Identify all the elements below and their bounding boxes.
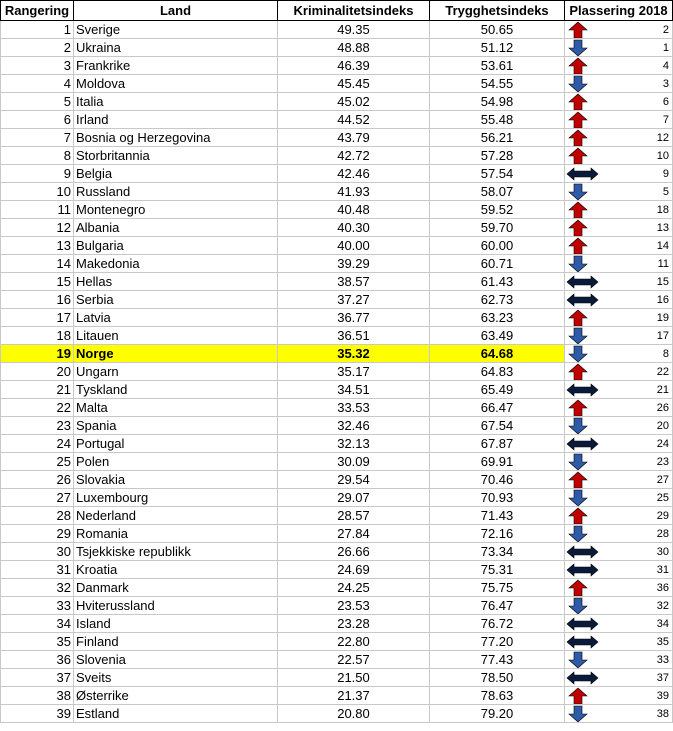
cell-rank[interactable]: 22: [1, 399, 74, 417]
arrow-down-icon: [565, 489, 605, 507]
cell-safety-index[interactable]: 63.49: [430, 327, 565, 345]
header-crime-index[interactable]: Kriminalitetsindeks: [278, 1, 430, 21]
arrow-left-right-icon: [565, 291, 605, 309]
cell-crime-index[interactable]: 42.72: [278, 147, 430, 165]
cell-placement-2018[interactable]: 11: [565, 255, 673, 273]
cell-land[interactable]: Italia: [74, 93, 278, 111]
table-row: [1, 381, 673, 399]
cell-safety-index[interactable]: 76.72: [430, 615, 565, 633]
arrow-up-icon: [565, 579, 605, 597]
cell-safety-index[interactable]: 54.55: [430, 75, 565, 93]
cell-safety-index[interactable]: 50.65: [430, 21, 565, 39]
table-row: [1, 183, 673, 201]
cell-safety-index[interactable]: 64.83: [430, 363, 565, 381]
table-row: [1, 327, 673, 345]
cell-crime-index[interactable]: 34.51: [278, 381, 430, 399]
cell-land[interactable]: Portugal: [74, 435, 278, 453]
cell-safety-index[interactable]: 71.43: [430, 507, 565, 525]
cell-crime-index[interactable]: 23.53: [278, 597, 430, 615]
table-row: [1, 147, 673, 165]
cell-placement-2018[interactable]: 13: [565, 219, 673, 237]
header-placement-2018[interactable]: Plassering 2018: [565, 1, 673, 21]
arrow-up-icon: [565, 201, 605, 219]
cell-crime-index[interactable]: 22.57: [278, 651, 430, 669]
cell-placement-2018[interactable]: 14: [565, 237, 673, 255]
cell-land[interactable]: Polen: [74, 453, 278, 471]
cell-rank[interactable]: 28: [1, 507, 74, 525]
cell-crime-index[interactable]: 24.69: [278, 561, 430, 579]
cell-crime-index[interactable]: 48.88: [278, 39, 430, 57]
arrow-left-right-icon: [565, 669, 605, 687]
cell-land[interactable]: Tyskland: [74, 381, 278, 399]
arrow-left-right-icon: [565, 381, 605, 399]
cell-rank[interactable]: 5: [1, 93, 74, 111]
cell-safety-index[interactable]: 77.20: [430, 633, 565, 651]
cell-land[interactable]: Latvia: [74, 309, 278, 327]
cell-crime-index[interactable]: 44.52: [278, 111, 430, 129]
table-row: [1, 453, 673, 471]
table-row: [1, 309, 673, 327]
cell-placement-2018[interactable]: 23: [565, 453, 673, 471]
cell-placement-2018[interactable]: 12: [565, 129, 673, 147]
table-row: [1, 201, 673, 219]
cell-land[interactable]: Bosnia og Herzegovina: [74, 129, 278, 147]
cell-placement-2018[interactable]: 7: [565, 111, 673, 129]
cell-land[interactable]: Spania: [74, 417, 278, 435]
cell-safety-index[interactable]: 70.93: [430, 489, 565, 507]
cell-rank[interactable]: 29: [1, 525, 74, 543]
table-row: [1, 75, 673, 93]
cell-safety-index[interactable]: 56.21: [430, 129, 565, 147]
cell-land[interactable]: Storbritannia: [74, 147, 278, 165]
cell-safety-index[interactable]: 58.07: [430, 183, 565, 201]
table-row: [1, 633, 673, 651]
cell-placement-2018[interactable]: 26: [565, 399, 673, 417]
table-body: [1, 21, 673, 723]
cell-placement-2018[interactable]: 21: [565, 381, 673, 399]
table-row: [1, 417, 673, 435]
cell-crime-index[interactable]: 45.02: [278, 93, 430, 111]
cell-rank[interactable]: 3: [1, 57, 74, 75]
cell-safety-index[interactable]: 54.98: [430, 93, 565, 111]
cell-land[interactable]: Danmark: [74, 579, 278, 597]
arrow-left-right-icon: [565, 273, 605, 291]
cell-land[interactable]: Russland: [74, 183, 278, 201]
arrow-up-icon: [565, 21, 605, 39]
cell-land[interactable]: Norge: [74, 345, 278, 363]
cell-crime-index[interactable]: 43.79: [278, 129, 430, 147]
arrow-down-icon: [565, 327, 605, 345]
cell-crime-index[interactable]: 39.29: [278, 255, 430, 273]
cell-rank[interactable]: 1: [1, 21, 74, 39]
cell-safety-index[interactable]: 75.31: [430, 561, 565, 579]
cell-land[interactable]: Albania: [74, 219, 278, 237]
arrow-left-right-icon: [565, 561, 605, 579]
cell-crime-index[interactable]: 24.25: [278, 579, 430, 597]
table-row: [1, 273, 673, 291]
cell-safety-index[interactable]: 51.12: [430, 39, 565, 57]
cell-crime-index[interactable]: 21.50: [278, 669, 430, 687]
cell-land[interactable]: Kroatia: [74, 561, 278, 579]
cell-safety-index[interactable]: 72.16: [430, 525, 565, 543]
cell-placement-2018[interactable]: 3: [565, 75, 673, 93]
cell-rank[interactable]: 15: [1, 273, 74, 291]
table-row: [1, 129, 673, 147]
cell-crime-index[interactable]: 35.32: [278, 345, 430, 363]
cell-crime-index[interactable]: 29.07: [278, 489, 430, 507]
table-row: [1, 399, 673, 417]
table-row: [1, 219, 673, 237]
arrow-up-icon: [565, 93, 605, 111]
cell-crime-index[interactable]: 21.37: [278, 687, 430, 705]
table-row: [1, 543, 673, 561]
cell-crime-index[interactable]: 42.46: [278, 165, 430, 183]
cell-placement-2018[interactable]: 24: [565, 435, 673, 453]
arrow-down-icon: [565, 597, 605, 615]
arrow-down-icon: [565, 255, 605, 273]
cell-crime-index[interactable]: 40.30: [278, 219, 430, 237]
table-row: [1, 525, 673, 543]
arrow-up-icon: [565, 111, 605, 129]
table-row: [1, 615, 673, 633]
cell-land[interactable]: Frankrike: [74, 57, 278, 75]
cell-placement-2018[interactable]: 32: [565, 597, 673, 615]
cell-land[interactable]: Slovakia: [74, 471, 278, 489]
cell-land[interactable]: Ungarn: [74, 363, 278, 381]
table-row: [1, 345, 673, 363]
cell-placement-2018[interactable]: 17: [565, 327, 673, 345]
cell-placement-2018[interactable]: 35: [565, 633, 673, 651]
cell-crime-index[interactable]: 29.54: [278, 471, 430, 489]
cell-placement-2018[interactable]: 16: [565, 291, 673, 309]
cell-placement-2018[interactable]: 34: [565, 615, 673, 633]
cell-crime-index[interactable]: 27.84: [278, 525, 430, 543]
cell-crime-index[interactable]: 45.45: [278, 75, 430, 93]
cell-placement-2018[interactable]: 36: [565, 579, 673, 597]
cell-land[interactable]: Tsjekkiske republikk: [74, 543, 278, 561]
cell-safety-index[interactable]: 65.49: [430, 381, 565, 399]
cell-land[interactable]: Serbia: [74, 291, 278, 309]
arrow-up-icon: [565, 399, 605, 417]
table-row: [1, 471, 673, 489]
cell-rank[interactable]: 31: [1, 561, 74, 579]
cell-land[interactable]: Sveits: [74, 669, 278, 687]
arrow-up-icon: [565, 147, 605, 165]
cell-rank[interactable]: 8: [1, 147, 74, 165]
cell-crime-index[interactable]: 33.53: [278, 399, 430, 417]
cell-crime-index[interactable]: 23.28: [278, 615, 430, 633]
cell-rank[interactable]: 34: [1, 615, 74, 633]
arrow-down-icon: [565, 183, 605, 201]
cell-rank[interactable]: 14: [1, 255, 74, 273]
cell-safety-index[interactable]: 78.63: [430, 687, 565, 705]
cell-placement-2018[interactable]: 6: [565, 93, 673, 111]
arrow-down-icon: [565, 651, 605, 669]
cell-land[interactable]: Hellas: [74, 273, 278, 291]
cell-crime-index[interactable]: 40.00: [278, 237, 430, 255]
cell-land[interactable]: Estland: [74, 705, 278, 723]
cell-land[interactable]: Sverige: [74, 21, 278, 39]
cell-safety-index[interactable]: 67.54: [430, 417, 565, 435]
table-row: [1, 111, 673, 129]
cell-land[interactable]: Irland: [74, 111, 278, 129]
cell-land[interactable]: Nederland: [74, 507, 278, 525]
cell-rank[interactable]: 39: [1, 705, 74, 723]
cell-placement-2018[interactable]: 8: [565, 345, 673, 363]
arrow-down-icon: [565, 453, 605, 471]
cell-land[interactable]: Malta: [74, 399, 278, 417]
cell-placement-2018[interactable]: 4: [565, 57, 673, 75]
arrow-left-right-icon: [565, 543, 605, 561]
arrow-left-right-icon: [565, 435, 605, 453]
cell-safety-index[interactable]: 73.34: [430, 543, 565, 561]
cell-rank[interactable]: 19: [1, 345, 74, 363]
cell-land[interactable]: Litauen: [74, 327, 278, 345]
arrow-down-icon: [565, 39, 605, 57]
cell-placement-2018[interactable]: 27: [565, 471, 673, 489]
cell-placement-2018[interactable]: 22: [565, 363, 673, 381]
cell-placement-2018[interactable]: 20: [565, 417, 673, 435]
arrow-up-icon: [565, 471, 605, 489]
arrow-up-icon: [565, 309, 605, 327]
cell-safety-index[interactable]: 64.68: [430, 345, 565, 363]
table-row: [1, 237, 673, 255]
cell-crime-index[interactable]: 28.57: [278, 507, 430, 525]
arrow-down-icon: [565, 705, 605, 723]
cell-safety-index[interactable]: 78.50: [430, 669, 565, 687]
cell-placement-2018[interactable]: 1: [565, 39, 673, 57]
header-rank[interactable]: Rangering: [1, 1, 74, 21]
cell-placement-2018[interactable]: 10: [565, 147, 673, 165]
cell-safety-index[interactable]: 77.43: [430, 651, 565, 669]
arrow-up-icon: [565, 687, 605, 705]
cell-placement-2018[interactable]: 18: [565, 201, 673, 219]
cell-rank[interactable]: 11: [1, 201, 74, 219]
cell-placement-2018[interactable]: 37: [565, 669, 673, 687]
header-land[interactable]: Land: [74, 1, 278, 21]
table-row: [1, 255, 673, 273]
arrow-up-icon: [565, 237, 605, 255]
cell-land[interactable]: Ukraina: [74, 39, 278, 57]
arrow-up-icon: [565, 57, 605, 75]
cell-rank[interactable]: 37: [1, 669, 74, 687]
cell-crime-index[interactable]: 37.27: [278, 291, 430, 309]
cell-land[interactable]: Romania: [74, 525, 278, 543]
cell-rank[interactable]: 12: [1, 219, 74, 237]
cell-placement-2018[interactable]: 28: [565, 525, 673, 543]
cell-safety-index[interactable]: 59.52: [430, 201, 565, 219]
cell-rank[interactable]: 17: [1, 309, 74, 327]
cell-safety-index[interactable]: 66.47: [430, 399, 565, 417]
cell-safety-index[interactable]: 61.43: [430, 273, 565, 291]
arrow-down-icon: [565, 417, 605, 435]
arrow-down-icon: [565, 525, 605, 543]
table-row: [1, 291, 673, 309]
cell-placement-2018[interactable]: 30: [565, 543, 673, 561]
arrow-up-icon: [565, 363, 605, 381]
cell-placement-2018[interactable]: 15: [565, 273, 673, 291]
cell-land[interactable]: Makedonia: [74, 255, 278, 273]
cell-crime-index[interactable]: 32.46: [278, 417, 430, 435]
cell-safety-index[interactable]: 79.20: [430, 705, 565, 723]
cell-placement-2018[interactable]: 39: [565, 687, 673, 705]
cell-rank[interactable]: 32: [1, 579, 74, 597]
table-row: [1, 579, 673, 597]
cell-rank[interactable]: 24: [1, 435, 74, 453]
cell-rank[interactable]: 6: [1, 111, 74, 129]
cell-rank[interactable]: 23: [1, 417, 74, 435]
table-row: [1, 669, 673, 687]
cell-safety-index[interactable]: 67.87: [430, 435, 565, 453]
cell-land[interactable]: Østerrike: [74, 687, 278, 705]
cell-land[interactable]: Slovenia: [74, 651, 278, 669]
cell-crime-index[interactable]: 36.77: [278, 309, 430, 327]
cell-safety-index[interactable]: 75.75: [430, 579, 565, 597]
cell-rank[interactable]: 21: [1, 381, 74, 399]
cell-placement-2018[interactable]: 38: [565, 705, 673, 723]
table-row: [1, 705, 673, 723]
table-row: [1, 363, 673, 381]
cell-land[interactable]: Luxembourg: [74, 489, 278, 507]
cell-land[interactable]: Moldova: [74, 75, 278, 93]
table-row: [1, 489, 673, 507]
cell-rank[interactable]: 35: [1, 633, 74, 651]
cell-crime-index[interactable]: 32.13: [278, 435, 430, 453]
arrow-left-right-icon: [565, 633, 605, 651]
table-row: [1, 93, 673, 111]
cell-rank[interactable]: 9: [1, 165, 74, 183]
cell-safety-index[interactable]: 69.91: [430, 453, 565, 471]
cell-rank[interactable]: 4: [1, 75, 74, 93]
cell-crime-index[interactable]: 46.39: [278, 57, 430, 75]
cell-placement-2018[interactable]: 29: [565, 507, 673, 525]
table-row: [1, 561, 673, 579]
cell-safety-index[interactable]: 53.61: [430, 57, 565, 75]
cell-crime-index[interactable]: 35.17: [278, 363, 430, 381]
cell-rank[interactable]: 33: [1, 597, 74, 615]
cell-rank[interactable]: 10: [1, 183, 74, 201]
header-safety-index[interactable]: Trygghetsindeks: [430, 1, 565, 21]
cell-rank[interactable]: 18: [1, 327, 74, 345]
arrow-left-right-icon: [565, 615, 605, 633]
cell-placement-2018[interactable]: 9: [565, 165, 673, 183]
cell-safety-index[interactable]: 62.73: [430, 291, 565, 309]
arrow-down-icon: [565, 75, 605, 93]
cell-placement-2018[interactable]: 31: [565, 561, 673, 579]
cell-land[interactable]: Belgia: [74, 165, 278, 183]
cell-rank[interactable]: 38: [1, 687, 74, 705]
arrow-down-icon: [565, 345, 605, 363]
cell-safety-index[interactable]: 57.28: [430, 147, 565, 165]
cell-rank[interactable]: 26: [1, 471, 74, 489]
cell-safety-index[interactable]: 60.00: [430, 237, 565, 255]
cell-rank[interactable]: 16: [1, 291, 74, 309]
cell-land[interactable]: Hviterussland: [74, 597, 278, 615]
table-row: [1, 21, 673, 39]
cell-rank[interactable]: 36: [1, 651, 74, 669]
cell-rank[interactable]: 20: [1, 363, 74, 381]
cell-land[interactable]: Montenegro: [74, 201, 278, 219]
cell-placement-2018[interactable]: 2: [565, 21, 673, 39]
cell-placement-2018[interactable]: 33: [565, 651, 673, 669]
table-row: [1, 435, 673, 453]
arrow-up-icon: [565, 507, 605, 525]
cell-crime-index[interactable]: 40.48: [278, 201, 430, 219]
cell-land[interactable]: Finland: [74, 633, 278, 651]
table-row: [1, 39, 673, 57]
header-row: [1, 1, 673, 21]
cell-land[interactable]: Island: [74, 615, 278, 633]
arrow-up-icon: [565, 129, 605, 147]
cell-rank[interactable]: 13: [1, 237, 74, 255]
cell-safety-index[interactable]: 57.54: [430, 165, 565, 183]
cell-safety-index[interactable]: 55.48: [430, 111, 565, 129]
table-row: [1, 507, 673, 525]
cell-crime-index[interactable]: 22.80: [278, 633, 430, 651]
cell-safety-index[interactable]: 76.47: [430, 597, 565, 615]
cell-crime-index[interactable]: 36.51: [278, 327, 430, 345]
cell-crime-index[interactable]: 26.66: [278, 543, 430, 561]
table-row: [1, 165, 673, 183]
cell-rank[interactable]: 30: [1, 543, 74, 561]
cell-safety-index[interactable]: 70.46: [430, 471, 565, 489]
cell-crime-index[interactable]: 38.57: [278, 273, 430, 291]
cell-placement-2018[interactable]: 5: [565, 183, 673, 201]
cell-crime-index[interactable]: 49.35: [278, 21, 430, 39]
table-row: [1, 597, 673, 615]
table-row: [1, 651, 673, 669]
cell-rank[interactable]: 2: [1, 39, 74, 57]
table-row: [1, 687, 673, 705]
cell-safety-index[interactable]: 60.71: [430, 255, 565, 273]
cell-rank[interactable]: 7: [1, 129, 74, 147]
cell-crime-index[interactable]: 20.80: [278, 705, 430, 723]
cell-crime-index[interactable]: 30.09: [278, 453, 430, 471]
cell-land[interactable]: Bulgaria: [74, 237, 278, 255]
cell-crime-index[interactable]: 41.93: [278, 183, 430, 201]
cell-placement-2018[interactable]: 25: [565, 489, 673, 507]
cell-placement-2018[interactable]: 19: [565, 309, 673, 327]
cell-rank[interactable]: 25: [1, 453, 74, 471]
arrow-up-icon: [565, 219, 605, 237]
cell-safety-index[interactable]: 59.70: [430, 219, 565, 237]
arrow-left-right-icon: [565, 165, 605, 183]
table-row: [1, 57, 673, 75]
cell-safety-index[interactable]: 63.23: [430, 309, 565, 327]
cell-rank[interactable]: 27: [1, 489, 74, 507]
